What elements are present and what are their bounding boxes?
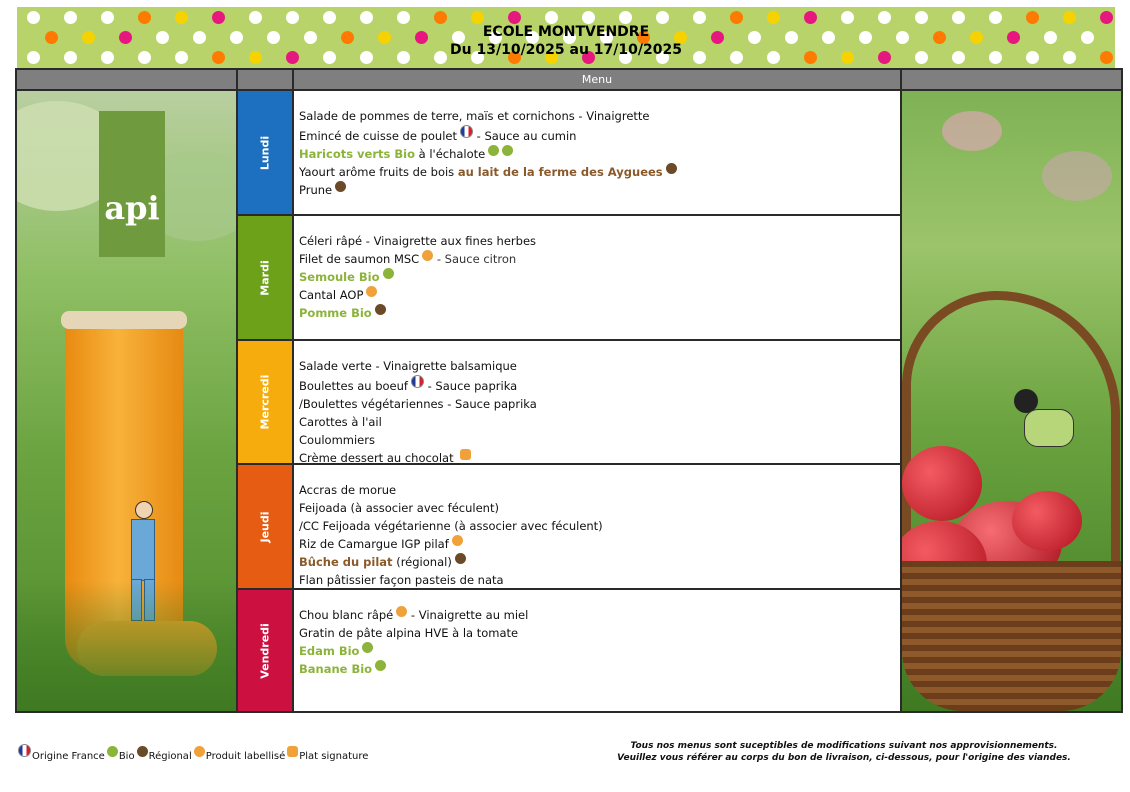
menu-cell-vendredi [294,590,900,711]
menu-item-text: Salade de pommes de terre, maïs et cornichons - Vinaigrette [299,109,650,123]
menu-item-text: Salade verte - Vinaigrette balsamique [299,359,517,373]
menu-period: Du 13/10/2025 au 17/10/2025 [450,42,682,58]
menu-item-text: /CC Feijoada végétarienne (à associer avec féculent) [299,519,603,533]
menu-cell-jeudi [294,465,900,588]
apple [902,446,982,521]
day-label: Vendredi [258,622,272,679]
menu-item-text: /Boulettes végétariennes - Sauce paprika [299,397,537,411]
header-cell-day [238,70,292,89]
legend-item [107,746,135,762]
menu-item-text: Filet de saumon MSC [299,252,420,266]
legend-item [18,744,105,762]
menu-item [299,642,528,660]
day-label: Mardi [258,259,272,296]
bio-icon [107,746,118,757]
produit-labellise-icon [452,535,463,546]
day-cell-lundi [238,91,292,214]
menu-item [299,375,537,395]
menu-item-text: - Sauce paprika [423,379,518,393]
bio-icon [502,145,513,156]
menu-item [299,232,536,250]
apple [1012,491,1082,551]
menu-item [299,357,537,375]
legend-item [287,746,368,762]
bio-icon [375,660,386,671]
menu-item-text: Feijoada (à associer avec féculent) [299,501,499,515]
menu-cell-mercredi [294,341,900,463]
menu-item-text: Prune [299,183,333,197]
regional-icon [455,553,466,564]
produit-labellise-icon [366,286,377,297]
menu-item [299,431,537,449]
menu-item-text: - Sauce citron [433,252,517,266]
menu-item [299,304,536,322]
menu-item-text: Crème dessert au chocolat [299,451,458,465]
produit-labellise-icon [396,606,407,617]
menu-item-text: Haricots verts Bio [299,147,415,161]
menu-item-text: à l'échalote [414,147,486,161]
day-cell-vendredi [238,590,292,711]
regional-icon [666,163,677,174]
menu-item [299,624,528,642]
legend-label: Régional [148,751,192,762]
right-photo-apples [902,91,1121,711]
produit-labellise-icon [194,746,205,757]
day-label: Mercredi [258,374,272,430]
menu-item-text: Flan pâtissier façon pasteis de nata [299,573,504,587]
bio-icon [383,268,394,279]
menu-item [299,571,603,589]
bio-icon [488,145,499,156]
menu-item-text: Banane Bio [299,662,373,676]
menu-item-text: Pomme Bio [299,306,372,320]
menu-item [299,535,603,553]
menu-item-text: Emincé de cuisse de poulet [299,129,457,143]
day-label: Jeudi [258,510,272,543]
footer-note-line-2: Veuillez vous référer au corps du bon de livraison, ci-dessous, pour l'origine des viandes. [617,753,1071,763]
menu-item [299,553,603,571]
menu-item-text: Bûche du pilat [299,555,393,569]
menu-item [299,499,603,517]
menu-item-text: Coulommiers [299,433,375,447]
gardener-figure [135,501,153,519]
wicker-basket [902,561,1121,711]
footer-note-line-1: Tous nos menus sont suceptibles de modifications suivant nos approvisionnements. [630,741,1058,751]
menu-cell-mardi [294,216,900,339]
legend-label: Plat signature [299,751,369,762]
menu-item-text: Edam Bio [299,644,360,658]
menu-item-text: Céleri râpé - Vinaigrette aux fines herbes [299,234,537,248]
origine-france-icon [18,744,31,757]
legend [18,744,370,762]
day-cell-mercredi [238,341,292,463]
menu-item [299,606,528,624]
menu-item [299,145,677,163]
menu-item [299,268,536,286]
legend-label: Origine France [32,751,105,762]
menu-item-text: Riz de Camargue IGP pilaf [299,537,449,551]
regional-icon [375,304,386,315]
regional-icon [137,746,148,757]
header-cell-menu: Menu [294,70,900,89]
menu-item [299,250,536,268]
menu-item [299,163,677,181]
legend-label: Bio [118,751,135,762]
menu-item-text: - Vinaigrette au miel [407,608,529,622]
legend-item [137,746,192,762]
menu-item-text: (régional) [392,555,452,569]
menu-item [299,181,677,199]
menu-item [299,107,677,125]
menu-item [299,125,677,145]
menu-item [299,413,537,431]
produit-labellise-icon [422,250,433,261]
origine-france-icon [460,125,473,138]
api-logo: api [99,111,165,257]
menu-cell-lundi [294,91,900,214]
day-cell-jeudi [238,465,292,588]
legend-label: Produit labellisé [205,751,286,762]
menu-item [299,481,603,499]
school-name: ECOLE MONTVENDRE [482,24,650,40]
menu-item [299,286,536,304]
bio-icon [362,642,373,653]
header-titles [17,23,1115,59]
menu-item-text: Semoule Bio [299,270,380,284]
header-banner [17,7,1115,68]
menu-item-text: Chou blanc râpé [299,608,394,622]
menu-item-text: Accras de morue [299,483,397,497]
menu-item-text: Cantal AOP [299,288,364,302]
header-cell-left [17,70,236,89]
origine-france-icon [411,375,424,388]
menu-item [299,395,537,413]
left-photo-boot [17,91,236,711]
menu-item [299,660,528,678]
menu-item-text: - Sauce au cumin [473,129,577,143]
menu-item-text: au lait de la ferme des Ayguees [457,165,663,179]
menu-item-text: Gratin de pâte alpina HVE à la tomate [299,626,519,640]
menu-item [299,517,603,535]
footer-note [600,740,1088,764]
regional-icon [335,181,346,192]
legend-item [194,746,286,762]
header-cell-right [902,70,1121,89]
menu-item-text: Boulettes au boeuf [299,379,408,393]
day-label: Lundi [258,135,272,170]
plat-signature-icon [287,746,298,757]
plat-signature-icon [460,449,471,460]
menu-item-text: Carottes à l'ail [299,415,382,429]
day-cell-mardi [238,216,292,339]
menu-item-text: Yaourt arôme fruits de bois [299,165,458,179]
